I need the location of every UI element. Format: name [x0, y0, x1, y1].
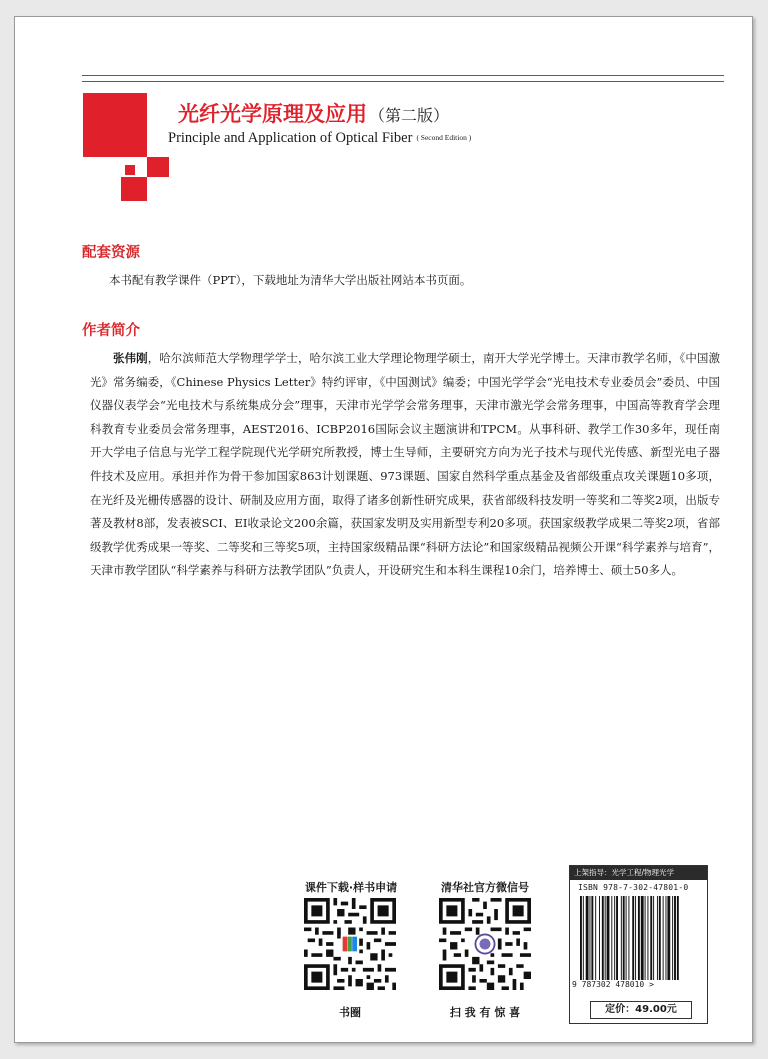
- shelf-category: 上架指导：光学工程/物理光学: [570, 866, 707, 880]
- qr-code-image: [439, 898, 531, 990]
- barcode-bar: [580, 896, 582, 980]
- author-heading: 作者简介: [82, 322, 140, 339]
- barcode-bar: [628, 896, 629, 980]
- ean-digits: 9 787302 478010 >: [572, 980, 654, 989]
- resources-heading: 配套资源: [82, 244, 140, 261]
- top-rule-1: [82, 75, 724, 76]
- author-name: 张伟刚: [113, 351, 148, 365]
- qr-code-courseware[interactable]: [304, 898, 396, 990]
- barcode-bar: [583, 896, 584, 980]
- barcode-bar: [590, 896, 591, 980]
- barcode-bar: [674, 896, 676, 980]
- author-bio-text: ，哈尔滨师范大学物理学学士，哈尔滨工业大学理论物理学硕士，南开大学光学博士。天津市教学名师，《中国激光》常务编委，《Chinese Physics Letter》特约评审，《中国测试》编委；中国光学学会“光电技术专业委员会”委员、中国仪器仪表学会“光电技术与系统集成分会”理事，天津市光学学会常务理事，天津市激光学会常务理事，中国高等教育学会理科教育专业委员会常务理事，AEST2016、ICBP2016国际会议主题演讲和TPCM。从事科研、教学工作30多年，现任南开大学电子信息与光学工程学院现代光学研究所教授，博士生导师，主要研究方向为光子技术与现代光传感、新型光电子器件技术及应用。承担并作为骨干参加国家863计划课题、973课题、国家自然科学重点基金及省部级重点攻关课题10多项，在光纤及光栅传感器的设计、研制及应用方面，取得了诸多创新性研究成果，获省部级科技发明一等奖和二等奖2项，出版专著及教材8部，发表被SCI、EI收录论文200余篇，获国家发明及实用新型专利20多项。获国家级教学成果二等奖2项，省部级教学优秀成果一等奖、二等奖和三等奖5项，主持国家级精品课“科研方法论”和国家级精品视频公开课“科学素养与培育”，天津市教学团队“科学素养与科研方法教学团队”负责人，开设研究生和本科生课程10余门，培养博士、硕士50多人。: [90, 351, 720, 578]
- qr-caption-courseware: 书圈: [339, 1006, 361, 1019]
- barcode-bar: [623, 896, 625, 980]
- qr-title-wechat: 清华社官方微信号: [441, 881, 529, 894]
- barcode-bar: [672, 896, 673, 980]
- qr-code-wechat[interactable]: [439, 898, 531, 990]
- top-rule-2: [82, 81, 724, 82]
- price-label: 定价：49.00元: [590, 1001, 692, 1019]
- barcode-bar: [657, 896, 658, 980]
- barcode-bar: [616, 896, 618, 980]
- barcode-bar: [645, 896, 646, 980]
- barcode-bar: [607, 896, 610, 980]
- barcode-image: [580, 896, 698, 980]
- isbn-text: ISBN 978-7-302-47801-0: [578, 883, 689, 892]
- barcode-bar: [638, 896, 640, 980]
- barcode-bar: [666, 896, 667, 980]
- barcode-bar: [667, 896, 670, 980]
- barcode-bar: [599, 896, 600, 980]
- barcode-bar: [614, 896, 615, 980]
- resources-text: 本书配有教学课件（PPT），下载地址为清华大学出版社网站本书页面。: [109, 273, 472, 287]
- barcode-bar: [586, 896, 589, 980]
- barcode-bar: [635, 896, 636, 980]
- book-title-en: Principle and Application of Optical Fiber ( Second Edition ): [168, 130, 472, 146]
- barcode-bar: [677, 896, 679, 980]
- barcode-bar: [621, 896, 622, 980]
- barcode-bar: [663, 896, 664, 980]
- barcode-bar: [605, 896, 606, 980]
- barcode-bar: [647, 896, 648, 980]
- edition-cn: （第二版）: [369, 106, 450, 125]
- barcode-bar: [653, 896, 654, 980]
- barcode-bar: [602, 896, 604, 980]
- barcode-bar: [611, 896, 612, 980]
- qr-title-courseware: 课件下载·样书申请: [304, 881, 398, 894]
- book-title-cn: 光纤光学原理及应用 （第二版）: [178, 101, 450, 126]
- edition-en: ( Second Edition ): [416, 133, 472, 142]
- back-cover: [14, 16, 753, 1043]
- barcode-box: [569, 865, 708, 1024]
- barcode-bar: [626, 896, 627, 980]
- barcode-bar: [595, 896, 596, 980]
- author-bio: [90, 347, 720, 583]
- barcode-bar: [632, 896, 634, 980]
- barcode-bar: [659, 896, 661, 980]
- qr-caption-wechat: 扫 我 有 惊 喜: [449, 1006, 521, 1019]
- barcode-bar: [650, 896, 652, 980]
- barcode-bar: [591, 896, 593, 980]
- qr-code-image: [304, 898, 396, 990]
- barcode-bar: [641, 896, 644, 980]
